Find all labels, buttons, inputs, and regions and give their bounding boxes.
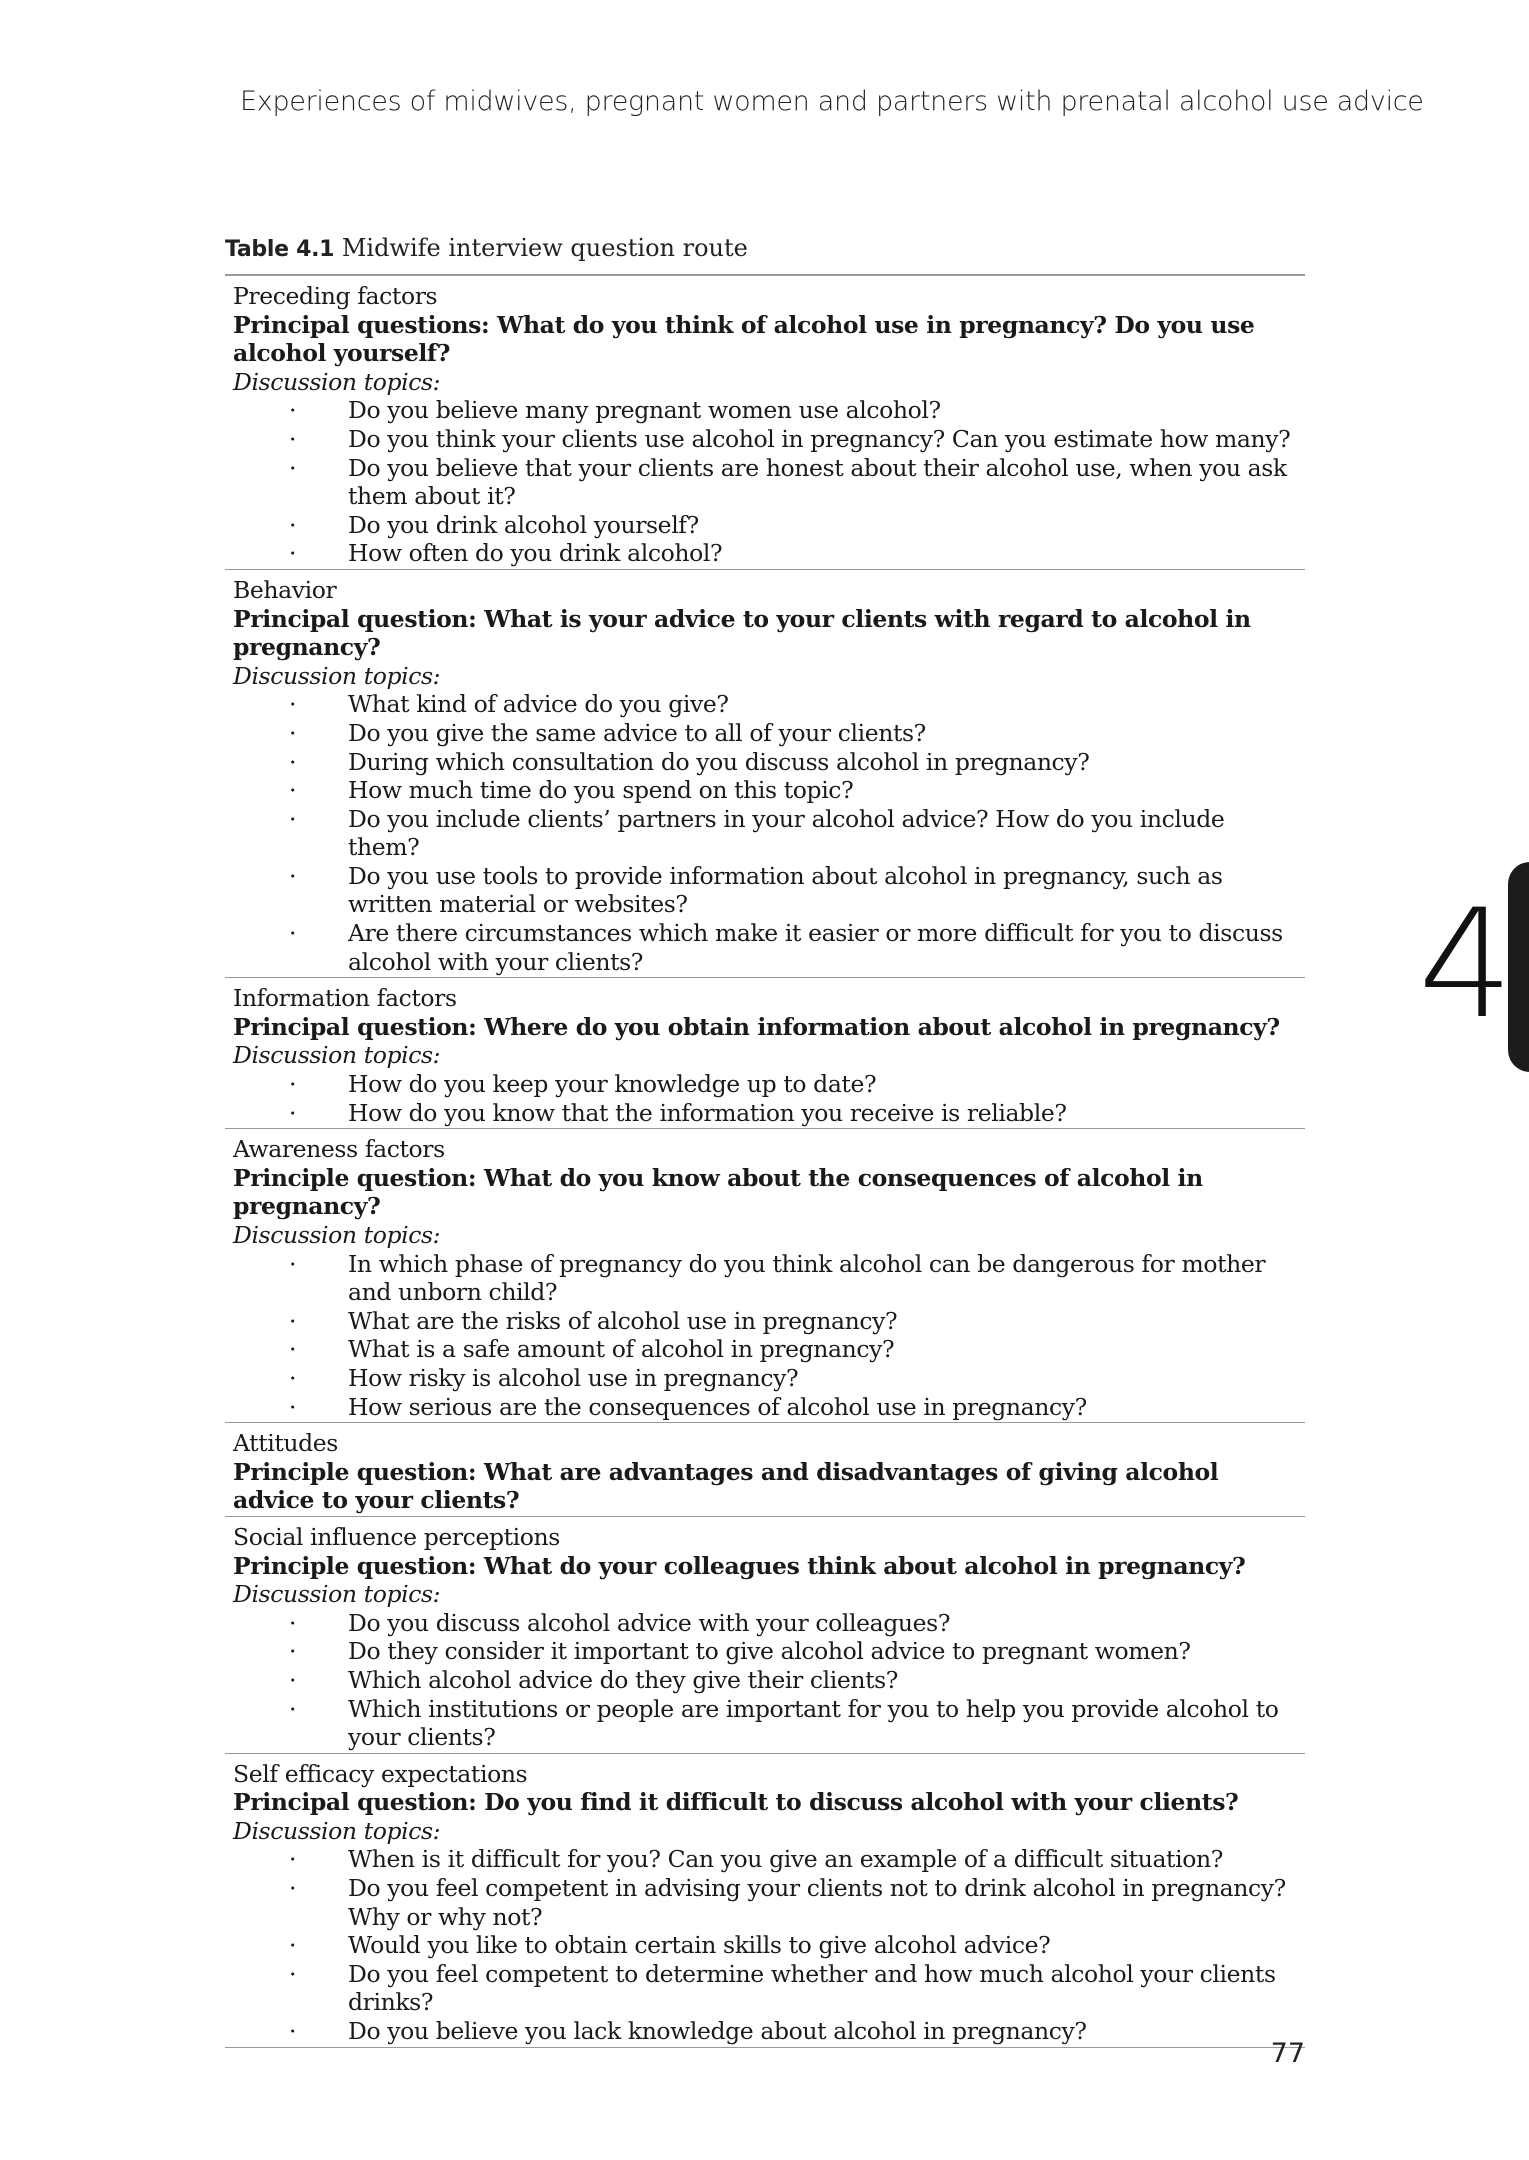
bullet-icon: ·	[289, 690, 297, 719]
list-item	[233, 539, 1297, 568]
list-item	[233, 1070, 1297, 1099]
section-title: Self efficacy expectations	[233, 1759, 528, 1788]
question-route-table	[225, 274, 1305, 2048]
topic-text: How do you know that the information you receive is reliable?	[348, 1098, 1067, 1127]
topic-text: Do they consider it important to give alcohol advice to pregnant women?	[348, 1637, 1191, 1666]
discussion-topics-label: Discussion topics:	[233, 1580, 441, 1609]
discussion-topics-label: Discussion topics:	[233, 1816, 441, 1845]
section-principal-question: Principal question: What is your advice to your clients with regard to alcohol in pregnancy?	[233, 604, 1251, 662]
bullet-icon: ·	[289, 1874, 297, 1903]
topic-text: How do you keep your knowledge up to date?	[348, 1070, 877, 1099]
discussion-topics-label: Discussion topics:	[233, 661, 441, 690]
topic-text: Which institutions or people are important for you to help you provide alcohol to your clients?	[348, 1694, 1279, 1752]
topic-text: Do you feel competent in advising your clients not to drink alcohol in pregnancy? Why or why not?	[348, 1874, 1286, 1931]
list-item	[233, 1609, 1297, 1638]
list-item	[233, 919, 1297, 976]
topic-text: Would you like to obtain certain skills to give alcohol advice?	[348, 1931, 1051, 1960]
list-item	[233, 719, 1297, 748]
table-section	[225, 570, 1305, 978]
bullet-icon: ·	[289, 1845, 297, 1874]
topic-text: Do you discuss alcohol advice with your colleagues?	[348, 1608, 951, 1637]
running-header: Experiences of midwives, pregnant women and partners with prenatal alcohol use advice	[240, 86, 1424, 117]
table-section	[225, 1517, 1305, 1754]
bullet-icon: ·	[289, 718, 297, 747]
list-item	[233, 1666, 1297, 1695]
list-item	[233, 805, 1297, 862]
topic-text: Which alcohol advice do they give their clients?	[348, 1665, 899, 1694]
bullet-icon: ·	[289, 776, 297, 805]
topic-text: Do you use tools to provide information about alcohol in pregnancy, such as written material or websites?	[348, 861, 1223, 919]
section-principal-question: Principle question: What do you know about the consequences of alcohol in pregnancy?	[233, 1163, 1203, 1221]
list-item	[233, 776, 1297, 805]
bullet-icon: ·	[289, 1665, 297, 1694]
bullet-icon: ·	[289, 1098, 297, 1127]
section-principal-question: Principle question: What are advantages and disadvantages of giving alcohol advice to your clients?	[233, 1457, 1219, 1515]
bullet-icon: ·	[289, 861, 297, 890]
topic-text: How much time do you spend on this topic?	[348, 776, 854, 805]
topic-text: What kind of advice do you give?	[348, 690, 729, 719]
topic-text: Do you believe that your clients are honest about their alcohol use, when you ask them about it?	[348, 453, 1287, 511]
table-caption-text: Midwife interview question route	[341, 234, 748, 262]
topic-text: How risky is alcohol use in pregnancy?	[348, 1363, 799, 1392]
section-title: Awareness factors	[233, 1135, 445, 1164]
discussion-topics-label: Discussion topics:	[233, 1041, 441, 1070]
bullet-icon: ·	[289, 453, 297, 482]
topic-text: When is it difficult for you? Can you give an example of a difficult situation?	[348, 1845, 1223, 1874]
section-principal-question: Principal questions: What do you think of alcohol use in pregnancy? Do you use alcohol yourself?	[233, 310, 1255, 368]
bullet-icon: ·	[289, 747, 297, 776]
table-caption	[225, 234, 748, 262]
topic-text: How serious are the consequences of alcohol use in pregnancy?	[348, 1392, 1087, 1421]
section-principal-question: Principal question: Do you find it difficult to discuss alcohol with your clients?	[233, 1788, 1239, 1817]
list-item	[233, 1307, 1297, 1336]
list-item	[233, 1960, 1297, 2017]
bullet-icon: ·	[289, 1959, 297, 1988]
table-section	[225, 1754, 1305, 2048]
bullet-icon: ·	[289, 1694, 297, 1723]
list-item	[233, 1845, 1297, 1874]
bullet-icon: ·	[289, 2017, 297, 2046]
list-item	[233, 425, 1297, 454]
bullet-icon: ·	[289, 919, 297, 948]
bullet-icon: ·	[289, 1306, 297, 1335]
section-principal-question: Principal question: Where do you obtain information about alcohol in pregnancy?	[233, 1012, 1280, 1041]
list-item	[233, 511, 1297, 540]
topic-text: In which phase of pregnancy do you think alcohol can be dangerous for mother and unborn child?	[348, 1249, 1266, 1307]
page-number: 77	[1270, 2038, 1305, 2069]
list-item	[233, 2017, 1297, 2046]
section-title: Social influence perceptions	[233, 1522, 560, 1551]
topic-text: How often do you drink alcohol?	[348, 539, 723, 568]
bullet-icon: ·	[289, 510, 297, 539]
table-section	[225, 276, 1305, 570]
discussion-topics-label: Discussion topics:	[233, 1221, 441, 1249]
topic-text: Are there circumstances which make it easier or more difficult for you to discuss alcohol with your clients?	[348, 919, 1283, 976]
topic-text: What is a safe amount of alcohol in pregnancy?	[348, 1335, 895, 1364]
list-item	[233, 1393, 1297, 1422]
bullet-icon: ·	[289, 1249, 297, 1278]
bullet-icon: ·	[289, 1363, 297, 1392]
bullet-icon: ·	[289, 1335, 297, 1364]
list-item	[233, 396, 1297, 425]
topic-text: Do you include clients’ partners in your alcohol advice? How do you include them?	[348, 804, 1225, 862]
list-item	[233, 748, 1297, 777]
section-principal-question: Principle question: What do your colleagues think about alcohol in pregnancy?	[233, 1551, 1246, 1580]
bullet-icon: ·	[289, 424, 297, 453]
list-item	[233, 1874, 1297, 1931]
topic-text: Do you believe you lack knowledge about alcohol in pregnancy?	[348, 2017, 1087, 2046]
bullet-icon: ·	[289, 1392, 297, 1421]
section-title: Behavior	[233, 575, 337, 604]
list-item	[233, 1695, 1297, 1752]
topic-text: What are the risks of alcohol use in pregnancy?	[348, 1306, 898, 1335]
list-item	[233, 690, 1297, 719]
list-item	[233, 1637, 1297, 1666]
list-item	[233, 454, 1297, 511]
bullet-icon: ·	[289, 1637, 297, 1666]
list-item	[233, 1335, 1297, 1364]
list-item	[233, 862, 1297, 919]
bullet-icon: ·	[289, 539, 297, 568]
list-item	[233, 1931, 1297, 1960]
bullet-icon: ·	[289, 804, 297, 833]
list-item	[233, 1250, 1297, 1307]
bullet-icon: ·	[289, 396, 297, 425]
chapter-number: 4	[1418, 878, 1514, 1052]
table-section	[225, 1423, 1305, 1517]
discussion-topics-label: Discussion topics:	[233, 367, 441, 396]
topic-text: Do you feel competent to determine whether and how much alcohol your clients drinks?	[348, 1959, 1276, 2017]
topic-text: Do you give the same advice to all of your clients?	[348, 718, 926, 747]
section-title: Information factors	[233, 984, 457, 1013]
list-item	[233, 1099, 1297, 1128]
bullet-icon: ·	[289, 1070, 297, 1099]
section-title: Preceding factors	[233, 282, 438, 310]
topic-text: Do you think your clients use alcohol in pregnancy? Can you estimate how many?	[348, 424, 1291, 453]
table-section	[225, 978, 1305, 1129]
table-caption-label: Table 4.1	[225, 237, 335, 262]
topic-text: Do you believe many pregnant women use alcohol?	[348, 396, 941, 425]
list-item	[233, 1364, 1297, 1393]
section-title: Attitudes	[233, 1429, 338, 1458]
topic-text: During which consultation do you discuss alcohol in pregnancy?	[348, 747, 1090, 776]
topic-text: Do you drink alcohol yourself?	[348, 510, 699, 539]
bullet-icon: ·	[289, 1931, 297, 1960]
bullet-icon: ·	[289, 1608, 297, 1637]
table-section	[225, 1129, 1305, 1423]
